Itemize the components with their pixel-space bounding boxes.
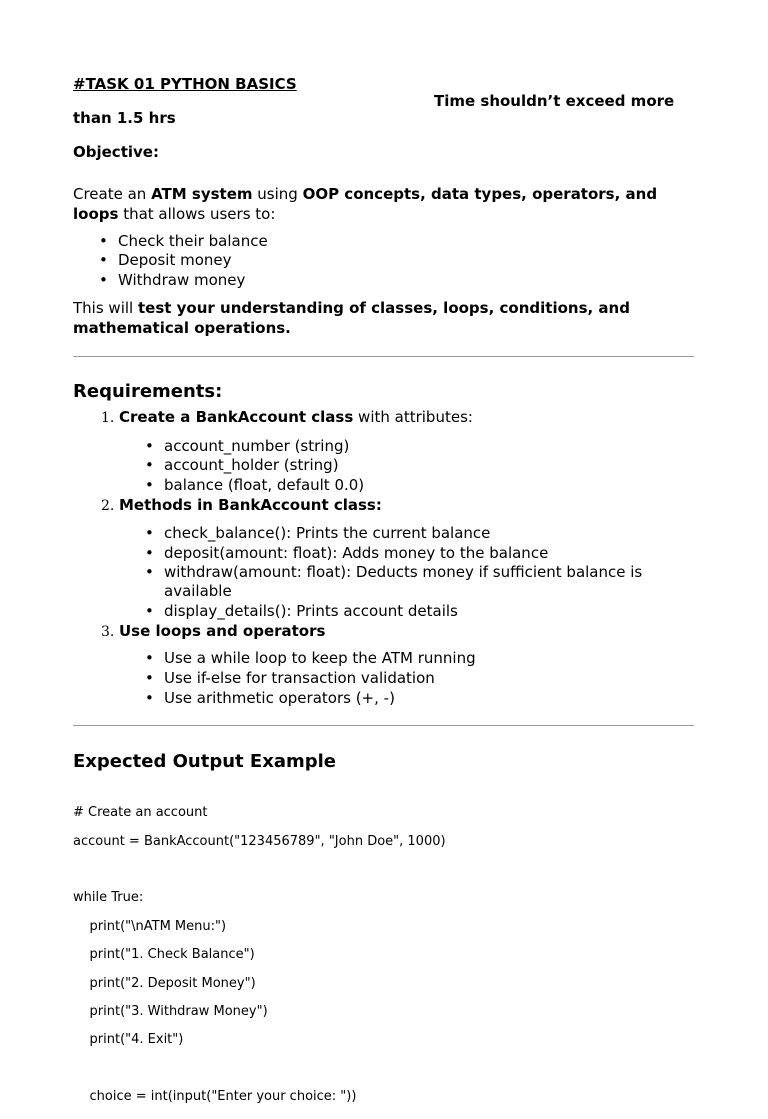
bullet-dot-icon: •: [145, 563, 154, 581]
code-block: [73, 792, 446, 1119]
objective-heading: Objective:: [73, 143, 159, 161]
task-title: #TASK 01 PYTHON BASICS: [73, 75, 297, 93]
bullet-dot-icon: •: [99, 232, 108, 250]
code-line: # Create an account: [73, 805, 208, 821]
bullet-dot-icon: •: [145, 437, 154, 455]
divider: [73, 356, 694, 357]
intro-bold-concepts: OOP concepts, data types, operators, and: [302, 185, 658, 203]
intro-bold-loops: loops: [73, 205, 119, 223]
bullet-text: balance (float, default 0.0): [164, 476, 365, 494]
bullet-dot-icon: •: [145, 669, 154, 687]
intro-bold-atm: ATM system: [151, 185, 253, 203]
code-line: choice = int(input("Enter your choice: ")): [73, 1089, 357, 1105]
bullet-dot-icon: •: [145, 524, 154, 542]
code-line: account = BankAccount("123456789", "John Doe", 1000): [73, 833, 446, 849]
bullet-text: account_number (string): [164, 437, 350, 455]
requirement-title: Create a BankAccount class: [119, 408, 354, 426]
bullet-continuation: available: [164, 582, 232, 600]
requirement-item-1: [119, 408, 473, 426]
code-line: print("2. Deposit Money"): [73, 975, 256, 991]
requirement-item-3: [119, 622, 325, 640]
objective-intro: [73, 184, 693, 224]
bullet-text: Deposit money: [118, 251, 232, 269]
code-line: print("3. Withdraw Money"): [73, 1004, 268, 1020]
bullet-text: account_holder (string): [164, 456, 339, 474]
bullet-text: deposit(amount: float): Adds money to the balance: [164, 544, 549, 562]
bullet-dot-icon: •: [145, 689, 154, 707]
bullet-dot-icon: •: [145, 544, 154, 562]
code-line: while True:: [73, 890, 144, 906]
list-number: 2.: [101, 498, 115, 514]
time-limit-line-2: than 1.5 hrs: [73, 109, 176, 127]
bullet-text: Use if-else for transaction validation: [164, 669, 435, 687]
requirement-detail: with attributes:: [353, 408, 473, 426]
objective-summary: [73, 298, 693, 338]
code-line: print("4. Exit"): [73, 1032, 184, 1048]
requirement-item-2: [119, 496, 382, 514]
bullet-text: Use arithmetic operators (+, -): [164, 689, 395, 707]
bullet-text: withdraw(amount: float): Deducts money if sufficient balance is: [164, 563, 643, 581]
bullet-dot-icon: •: [145, 456, 154, 474]
intro-text-2: using: [252, 185, 303, 203]
list-number: 1.: [101, 410, 115, 426]
summary-bold-1: test your understanding of classes, loops, conditions, and: [137, 299, 630, 317]
requirements-heading: Requirements:: [73, 381, 223, 402]
bullet-dot-icon: •: [145, 476, 154, 494]
bullet-dot-icon: •: [145, 602, 154, 620]
divider: [73, 725, 694, 726]
requirement-title: Use loops and operators: [119, 622, 326, 640]
summary-text: This will: [73, 299, 138, 317]
code-line: print("\nATM Menu:"): [73, 918, 227, 934]
code-line: [73, 863, 446, 877]
bullet-dot-icon: •: [145, 649, 154, 667]
summary-bold-2: mathematical operations.: [73, 319, 291, 337]
intro-text-3: that allows users to:: [118, 205, 276, 223]
bullet-text: check_balance(): Prints the current balance: [164, 524, 491, 542]
code-line: [73, 1062, 446, 1076]
time-limit-line-1: Time shouldn’t exceed more: [434, 92, 675, 110]
bullet-text: Use a while loop to keep the ATM running: [164, 649, 476, 667]
list-number: 3.: [101, 624, 115, 640]
bullet-text: Check their balance: [118, 232, 268, 250]
code-line: print("1. Check Balance"): [73, 947, 255, 963]
expected-output-heading: Expected Output Example: [73, 751, 336, 772]
requirement-title: Methods in BankAccount class:: [119, 496, 382, 514]
bullet-dot-icon: •: [99, 271, 108, 289]
bullet-text: display_details(): Prints account details: [164, 602, 458, 620]
bullet-text: Withdraw money: [118, 271, 246, 289]
intro-text-1: Create an: [73, 185, 152, 203]
bullet-dot-icon: •: [99, 251, 108, 269]
